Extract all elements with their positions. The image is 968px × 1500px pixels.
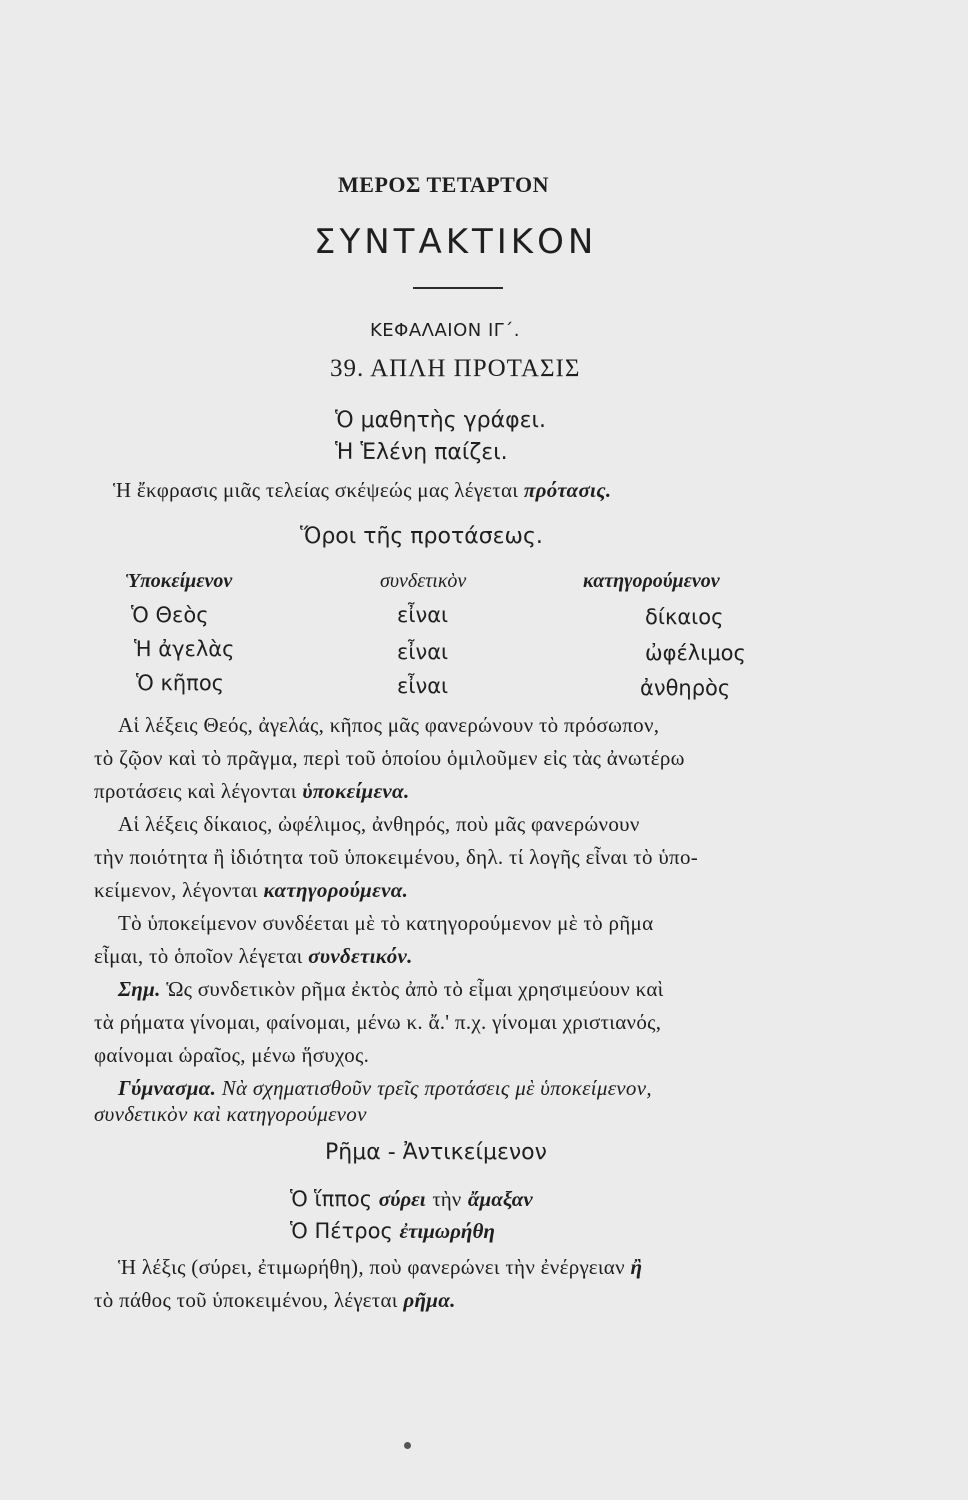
example-sentence-1: Ὁ μαθητὴς γράφει. <box>335 408 546 433</box>
subheading-verb-object: Ρῆμα - Ἀντικείμενον <box>325 1140 547 1165</box>
table-cell-predicate-1: δίκαιος <box>645 605 724 629</box>
para4-text-2: τὸ πάθος τοῦ ὑποκειμένου, λέγεται <box>94 1288 398 1312</box>
title-rule <box>413 287 503 289</box>
para3-line-2 <box>94 944 413 969</box>
para4-term-or: ἢ <box>630 1255 643 1279</box>
example2-text-1: Ὁ ἵππος <box>290 1187 373 1211</box>
definition-term: πρότασις. <box>523 478 612 502</box>
exercise-text: Νὰ σχηματισθοῦν τρεῖς προτάσεις μὲ ὑποκείμενον, <box>221 1076 652 1100</box>
para2-line-3 <box>94 878 408 903</box>
part-heading: ΜΕΡΟΣ ΤΕΤΑΡΤΟΝ <box>338 172 549 197</box>
exercise-line-2: συνδετικὸν καὶ κατηγορούμενον <box>94 1102 367 1126</box>
table-header-predicate: κατηγορούμενον <box>583 570 720 592</box>
table-cell-subject-2: Ἡ ἀγελὰς <box>134 637 235 661</box>
example2-verb-2: ἐτιμωρήθη <box>399 1219 495 1243</box>
example-sentence-2: Ἡ Ἑλένη παίζει. <box>335 440 508 465</box>
chapter-heading: ΚΕΦΑΛΑΙΟΝ ΙΓ΄. <box>370 320 521 341</box>
example2-verb-1: σύρει <box>378 1187 426 1211</box>
table-cell-copula-2: εἶναι <box>397 640 449 664</box>
terms-heading: Ὅροι τῆς προτάσεως. <box>300 524 543 549</box>
term-verb: ρῆμα. <box>403 1288 456 1312</box>
para3-text: εἶμαι, τὸ ὁποῖον λέγεται <box>94 944 303 968</box>
para1-line-2: τὸ ζῷον καὶ τὸ πρᾶγμα, περὶ τοῦ ὁποίου ὁμιλοῦμεν εἰς τὰς ἀνωτέρω <box>94 746 685 770</box>
example2-line-2 <box>290 1219 495 1244</box>
section-heading: 39. ΑΠΛΗ ΠΡΟΤΑΣΙΣ <box>330 355 581 382</box>
table-cell-copula-3: εἶναι <box>397 674 449 698</box>
page-title: ΣΥΝΤΑΚΤΙΚΟΝ <box>314 222 598 262</box>
example2-rest-1: τὴν <box>432 1187 462 1211</box>
term-predicates: κατηγορούμενα. <box>263 878 409 902</box>
table-cell-copula-1: εἶναι <box>397 603 449 627</box>
note-label: Σημ. <box>118 977 161 1001</box>
print-mark <box>404 1442 411 1449</box>
para2-line-1: Αἱ λέξεις δίκαιος, ὠφέλιμος, ἀνθηρός, ποὺ μᾶς φανερώνουν <box>118 812 640 836</box>
example2-object-1: ἄμαξαν <box>467 1187 533 1211</box>
term-subjects: ὑποκείμενα. <box>302 779 410 803</box>
para4-text-1: Ἡ λέξις (σύρει, ἐτιμωρήθη), ποὺ φανερώνει τὴν ἐνέργειαν <box>118 1255 625 1279</box>
exercise-label: Γύμνασμα. <box>118 1076 217 1100</box>
table-cell-subject-3: Ὁ κῆπος <box>136 671 224 695</box>
para1-line-1: Αἱ λέξεις Θεός, ἀγελάς, κῆπος μᾶς φανερώνουν τὸ πρόσωπον, <box>118 713 660 737</box>
note-line-3: φαίνομαι ὡραῖος, μένω ἥσυχος. <box>94 1043 370 1067</box>
example2-line-1 <box>290 1187 533 1212</box>
para4-line-2 <box>94 1288 456 1313</box>
para1-line-3 <box>94 779 410 804</box>
table-cell-predicate-3: ἀνθηρὸς <box>640 676 731 700</box>
table-cell-predicate-2: ὠφέλιμος <box>645 641 746 665</box>
para1-text: προτάσεις καὶ λέγονται <box>94 779 297 803</box>
note-line-2: τὰ ρήματα γίνομαι, φαίνομαι, μένω κ. ἄ.' π.χ. γίνομαι χριστιανός, <box>94 1010 662 1034</box>
note-text: Ὡς συνδετικὸν ρῆμα ἐκτὸς ἀπὸ τὸ εἶμαι χρησιμεύουν καὶ <box>166 977 664 1001</box>
definition-text: Ἡ ἔκφρασις μιᾶς τελείας σκέψεώς μας λέγεται <box>113 478 519 502</box>
term-copula: συνδετικόν. <box>308 944 413 968</box>
note-line-1 <box>118 977 664 1002</box>
example2-text-2: Ὁ Πέτρος <box>290 1219 393 1243</box>
definition-line <box>113 478 611 503</box>
table-header-copula: συνδετικὸν <box>380 570 467 592</box>
para2-line-2: τὴν ποιότητα ἢ ἰδιότητα τοῦ ὑποκειμένου, δηλ. τί λογῆς εἶναι τὸ ὑπο- <box>94 845 699 869</box>
para4-line-1 <box>118 1255 642 1280</box>
table-header-subject: Ὑποκείμενον <box>125 570 233 592</box>
para3-line-1: Τὸ ὑποκείμενον συνδέεται μὲ τὸ κατηγορούμενον μὲ τὸ ρῆμα <box>118 911 654 935</box>
table-cell-subject-1: Ὁ Θεὸς <box>131 603 209 627</box>
para2-text: κείμενον, λέγονται <box>94 878 258 902</box>
exercise-line-1 <box>118 1076 652 1101</box>
